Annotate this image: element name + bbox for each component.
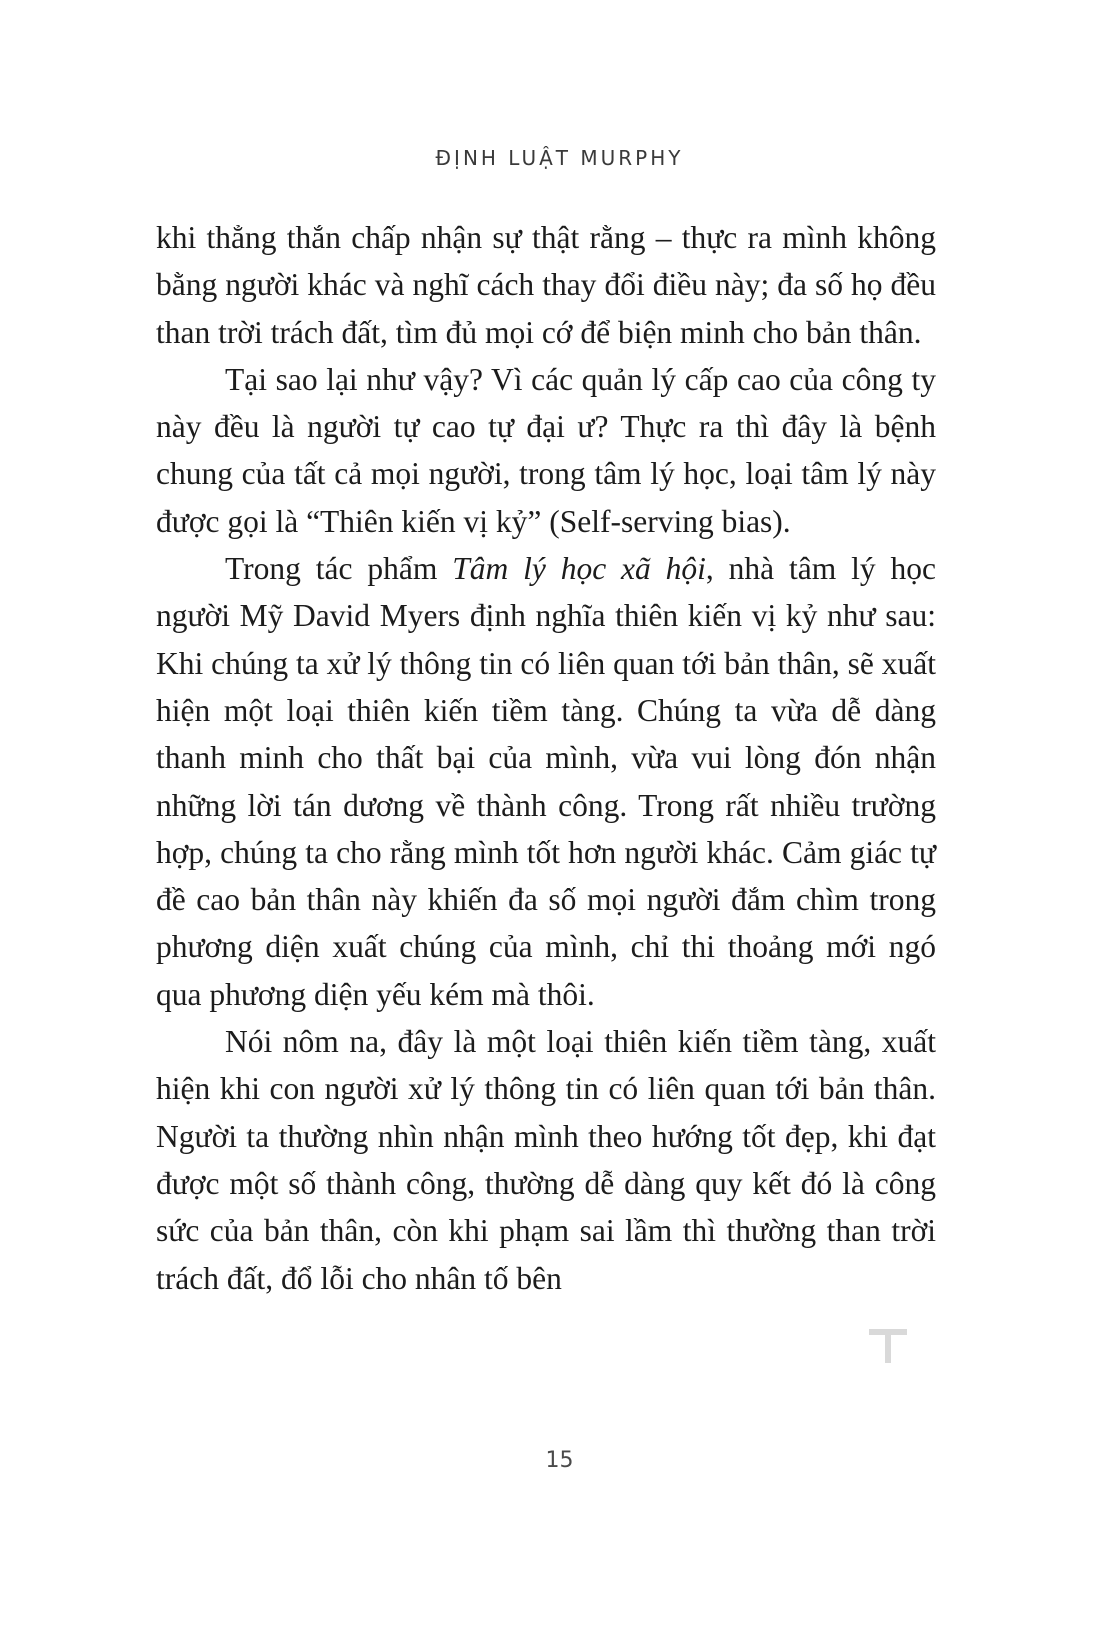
- paragraph-2: Tại sao lại như vậy? Vì các quản lý cấp cao của công ty này đều là người tự cao tự đại ư? Thực ra thì đây là bệnh chung của tất cả mọi người, trong tâm lý học, loại tâm lý này được gọi là “Thiên kiến vị kỷ” (Self-serving bias).: [156, 361, 936, 539]
- paragraph-3-lead: Trong tác phẩm: [225, 551, 453, 587]
- paragraph-1: khi thẳng thắn chấp nhận sự thật rằng – thực ra mình không bằng người khác và nghĩ cách thay đổi điều này; đa số họ đều than trời trách đất, tìm đủ mọi cớ để biện minh cho bản thân.: [156, 220, 936, 350]
- page-number: 15: [545, 1448, 574, 1473]
- book-title-italic: Tâm lý học xã hội: [452, 551, 706, 587]
- paragraph-4: Nói nôm na, đây là một loại thiên kiến tiềm tàng, xuất hiện khi con người xử lý thông tin có liên quan tới bản thân. Người ta thường nhìn nhận mình theo hướng tốt đẹp, khi đạt được một số thành công, thường dễ dàng quy kết đó là công sức của bản thân, còn khi phạm sai lầm thì thường than trời trách đất, đổ lỗi cho nhân tố bên: [156, 1024, 936, 1296]
- body-text: [156, 214, 936, 1302]
- watermark-mark: [768, 1318, 948, 1398]
- running-header-title: ĐỊNH LUẬT MURPHY: [435, 146, 684, 170]
- paragraph-3: [156, 545, 936, 1018]
- paragraph-3-rest: , nhà tâm lý học người Mỹ David Myers định nghĩa thiên kiến vị kỷ như sau: Khi chúng ta xử lý thông tin có liên quan tới bản thân, sẽ xuất hiện một loại thiên kiến tiềm tàng. Chúng ta vừa dễ dàng thanh minh cho thất bại của mình, vừa vui lòng đón nhận những lời tán dương về thành công. Trong rất nhiều trường hợp, chúng ta cho rằng mình tốt hơn người khác. Cảm giác tự đề cao bản thân này khiến đa số mọi người đắm chìm trong phương diện xuất chúng của mình, chỉ thi thoảng mới ngó qua phương diện yếu kém mà thôi.: [156, 551, 936, 1012]
